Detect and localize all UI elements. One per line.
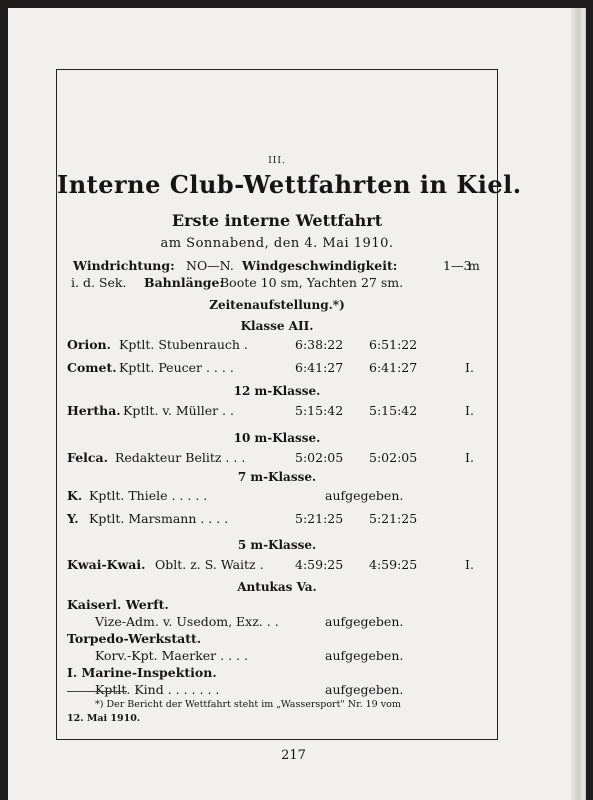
retired-status: aufgegeben. xyxy=(325,614,404,629)
race-subtitle: Erste interne Wettfahrt xyxy=(171,211,383,230)
page-title: Interne Club-Wettfahrten in Kiel. xyxy=(57,170,522,199)
time-corrected: 4:59:25 xyxy=(369,557,418,572)
owner-name: Oblt. z. S. Waitz . xyxy=(155,557,264,572)
course-length-label: Bahnlänge: xyxy=(144,275,225,290)
course-length-value: Boote 10 sm, Yachten 27 sm. xyxy=(220,275,404,290)
owner-name: Redakteur Belitz . . . xyxy=(115,450,246,465)
time-corrected: 6:51:22 xyxy=(369,337,418,352)
time-start: 5:15:42 xyxy=(295,403,344,418)
retired-status: aufgegeben. xyxy=(325,682,404,697)
owner-name: Kptlt. Peucer . . . . xyxy=(119,360,234,375)
leader-dots: . . . . . . . xyxy=(163,682,220,697)
text-frame xyxy=(56,69,522,740)
scan-border-left xyxy=(0,0,8,800)
class-heading: 5 m-Klasse. xyxy=(237,538,317,552)
wind-speed-value: 1—3 xyxy=(443,258,472,273)
footnote-rule xyxy=(67,691,127,692)
placing: I. xyxy=(465,557,474,572)
boat-name: Y. xyxy=(67,511,79,526)
scan-border-top xyxy=(0,0,593,8)
section-number: III. xyxy=(268,156,286,166)
boat-name: Orion. xyxy=(67,337,112,352)
owner-name: Kptlt. Stubenrauch . xyxy=(119,337,248,352)
time-start: 6:41:27 xyxy=(295,360,344,375)
owner-name: Kptlt. v. Müller . . xyxy=(123,403,234,418)
class-heading: Klasse AII. xyxy=(240,319,314,333)
wind-speed-unit: m xyxy=(468,258,480,273)
time-corrected: 5:21:25 xyxy=(369,511,418,526)
footnote-line-2: 12. Mai 1910. xyxy=(67,713,141,724)
leader-dots: . . . . xyxy=(216,648,248,663)
footnote-line-1: *) Der Bericht der Wettfahrt steht im „Wassersport" Nr. 19 vom xyxy=(95,699,401,710)
race-date: am Sonnabend, den 4. Mai 1910. xyxy=(160,236,394,251)
time-start: 5:21:25 xyxy=(295,511,344,526)
boat-name: I. Marine-Inspektion. xyxy=(67,665,217,680)
boat-name: Hertha. xyxy=(67,403,121,418)
wind-speed-label: Windgeschwindigkeit: xyxy=(242,258,398,273)
class-heading: 12 m-Klasse. xyxy=(233,384,321,398)
class-heading: 10 m-Klasse. xyxy=(233,431,321,445)
boat-name: Comet. xyxy=(67,360,117,375)
leader-dots: . . xyxy=(218,403,234,418)
time-start: 4:59:25 xyxy=(295,557,344,572)
book-page xyxy=(8,8,579,800)
leader-dots: . . xyxy=(262,614,279,629)
owner-name: Korv.-Kpt. Maerker . . . . xyxy=(95,648,248,663)
owner-name: Kptlt. Marsmann . . . . xyxy=(89,511,229,526)
time-corrected: 5:15:42 xyxy=(369,403,418,418)
leader-dots: . . . . xyxy=(202,360,234,375)
boat-name: Felca. xyxy=(67,450,108,465)
leader-dots: . . . . xyxy=(196,511,229,526)
owner-name: Kptlt. Thiele . . . . . xyxy=(89,488,208,503)
time-start: 5:02:05 xyxy=(295,450,344,465)
times-heading: Zeitenaufstellung.*) xyxy=(209,298,345,312)
boat-name: Torpedo-Werkstatt. xyxy=(67,631,202,646)
leader-dots: . . . . . xyxy=(167,488,208,503)
class-heading: 7 m-Klasse. xyxy=(237,470,317,484)
class-heading: Antukas Va. xyxy=(237,580,317,594)
leader-dots: . xyxy=(255,557,264,572)
boat-name: Kaiserl. Werft. xyxy=(67,597,169,612)
placing: I. xyxy=(465,450,474,465)
scan-border-right xyxy=(586,0,593,800)
wind-unit-suffix: i. d. Sek. xyxy=(71,275,127,290)
owner-name: Vize-Adm. v. Usedom, Exz. . . xyxy=(95,614,279,629)
retired-status: aufgegeben. xyxy=(325,648,404,663)
placing: I. xyxy=(465,360,474,375)
leader-dots: . . . xyxy=(221,450,246,465)
time-start: 6:38:22 xyxy=(295,337,344,352)
owner-name: Kptlt. Kind . . . . . . . xyxy=(95,682,220,697)
wind-direction-value: NO—N. xyxy=(186,258,234,273)
wind-direction-label: Windrichtung: xyxy=(73,258,175,273)
retired-status: aufgegeben. xyxy=(325,488,404,503)
boat-name: Kwai-Kwai. xyxy=(67,557,146,572)
placing: I. xyxy=(465,403,474,418)
time-corrected: 6:41:27 xyxy=(369,360,418,375)
time-corrected: 5:02:05 xyxy=(369,450,418,465)
boat-name: K. xyxy=(67,488,83,503)
leader-dots: . xyxy=(239,337,248,352)
page-number: 217 xyxy=(281,748,306,763)
